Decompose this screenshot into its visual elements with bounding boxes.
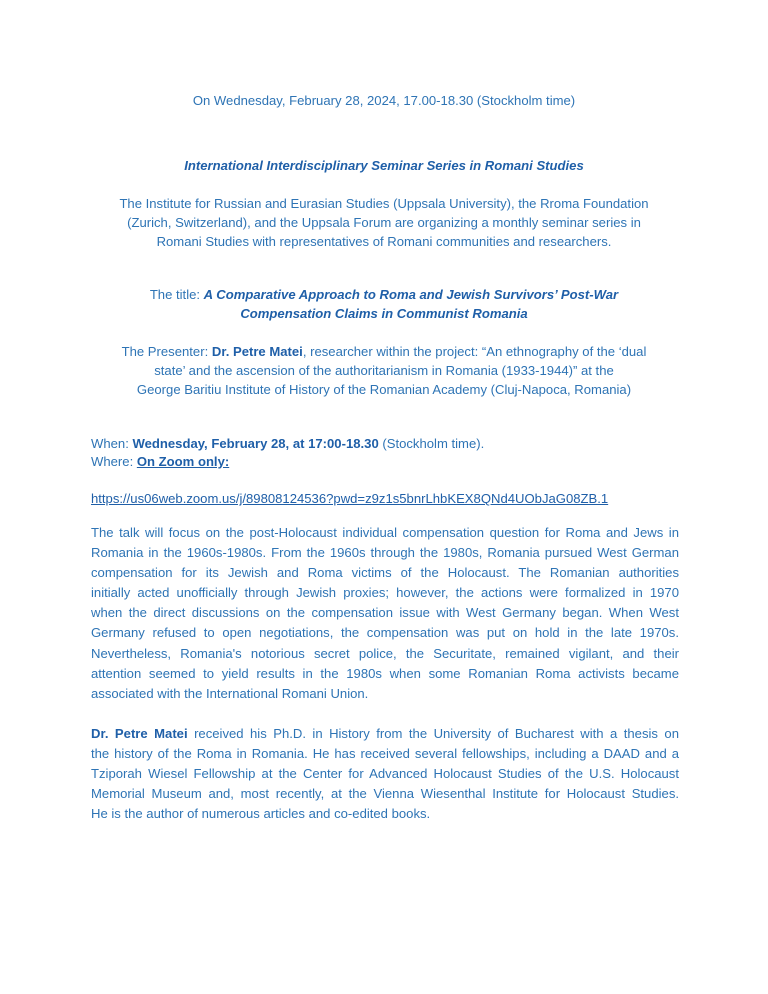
where-label: Where: <box>91 454 137 469</box>
presenter-name: Dr. Petre Matei <box>211 344 303 359</box>
bio-name: Dr. Petre Matei <box>91 726 188 741</box>
bio-paragraph <box>91 724 679 824</box>
series-title: International Interdisciplinary Seminar Series in Romani Studies <box>184 158 584 173</box>
talk-title-label: The title: <box>149 287 204 302</box>
intro-line: The Institute for Russian and Eurasian Studies (Uppsala University), the Rroma Foundation <box>119 196 649 211</box>
presenter-description: , researcher within the project: “An ethnography of the ‘dual <box>302 344 647 359</box>
presenter-label: The Presenter: <box>121 344 212 359</box>
bio-line: the history of the Roma in Romania. He has received several fellowships, including a DAAD and a <box>91 746 679 762</box>
intro-line: Romani Studies with representatives of Romani communities and researchers. <box>156 234 612 249</box>
abstract-line: The talk will focus on the post-Holocaust individual compensation question for Roma and Jews in <box>91 525 679 540</box>
intro-line: (Zurich, Switzerland), and the Uppsala Forum are organizing a monthly seminar series in <box>127 215 641 230</box>
where-value-link[interactable]: On Zoom only: <box>136 454 230 469</box>
talk-title-text: Compensation Claims in Communist Romania <box>240 306 528 321</box>
abstract-line: initially acted unofficially through Jewish proxies; however, the actions were formalized in 1970 <box>91 585 679 601</box>
bio-line: Memorial Museum and, most recently, at the Vienna Wiesenthal Institute for Holocaust Studies. <box>91 786 679 802</box>
abstract-line: compensation for its Jewish and Roma victims of the Holocaust. The Romanian authorities <box>91 565 679 581</box>
zoom-link-line <box>91 490 608 508</box>
zoom-meeting-link[interactable]: https://us06web.zoom.us/j/89808124536?pwd=z9z1s5bnrLhbKEX8QNd4UObJaG08ZB.1 <box>91 491 609 506</box>
when-label: When: <box>91 436 133 451</box>
where-line <box>91 453 229 471</box>
presenter-line <box>0 343 768 361</box>
presenter-line: George Baritiu Institute of History of the Romanian Academy (Cluj-Napoca, Romania) <box>136 382 632 397</box>
abstract-line: Romania in the 1960s-1980s. From the 1960s through the 1980s, Romania pursued West German <box>91 545 679 561</box>
abstract-line: Nevertheless, Romania's notorious secret police, the Securitate, remained vigilant, and their <box>91 645 679 661</box>
abstract-line: when the direct discussions on the compensation issue with West Germany began. When West <box>91 605 679 621</box>
when-value: Wednesday, February 28, at 17:00-18.30 <box>132 436 379 451</box>
talk-title-line <box>0 286 768 304</box>
when-line <box>91 435 484 453</box>
bio-line <box>91 724 679 744</box>
event-date-line: On Wednesday, February 28, 2024, 17.00-18.30 (Stockholm time) <box>192 93 576 108</box>
bio-text: received his Ph.D. in History from the University of Bucharest with a thesis on <box>187 726 679 741</box>
bio-line: Tziporah Wiesel Fellowship at the Center for Advanced Holocaust Studies of the U.S. Holocaust <box>91 766 679 782</box>
abstract-paragraph <box>91 523 679 704</box>
abstract-line: attention seemed to yield results in the 1980s when some Romanian Roma activists became <box>91 665 679 681</box>
presenter-line: state’ and the ascension of the authoritarianism in Romania (1933-1944)” at the <box>154 363 614 378</box>
abstract-line: associated with the International Romani Union. <box>91 685 369 701</box>
bio-line: He is the author of numerous articles and co-edited books. <box>91 806 431 822</box>
talk-title-text: A Comparative Approach to Roma and Jewish Survivors’ Post-War <box>203 287 619 302</box>
when-suffix: (Stockholm time). <box>378 436 485 451</box>
abstract-line: Germany refused to open negotiations, the compensation was put on hold in the late 1970s. <box>91 625 679 641</box>
